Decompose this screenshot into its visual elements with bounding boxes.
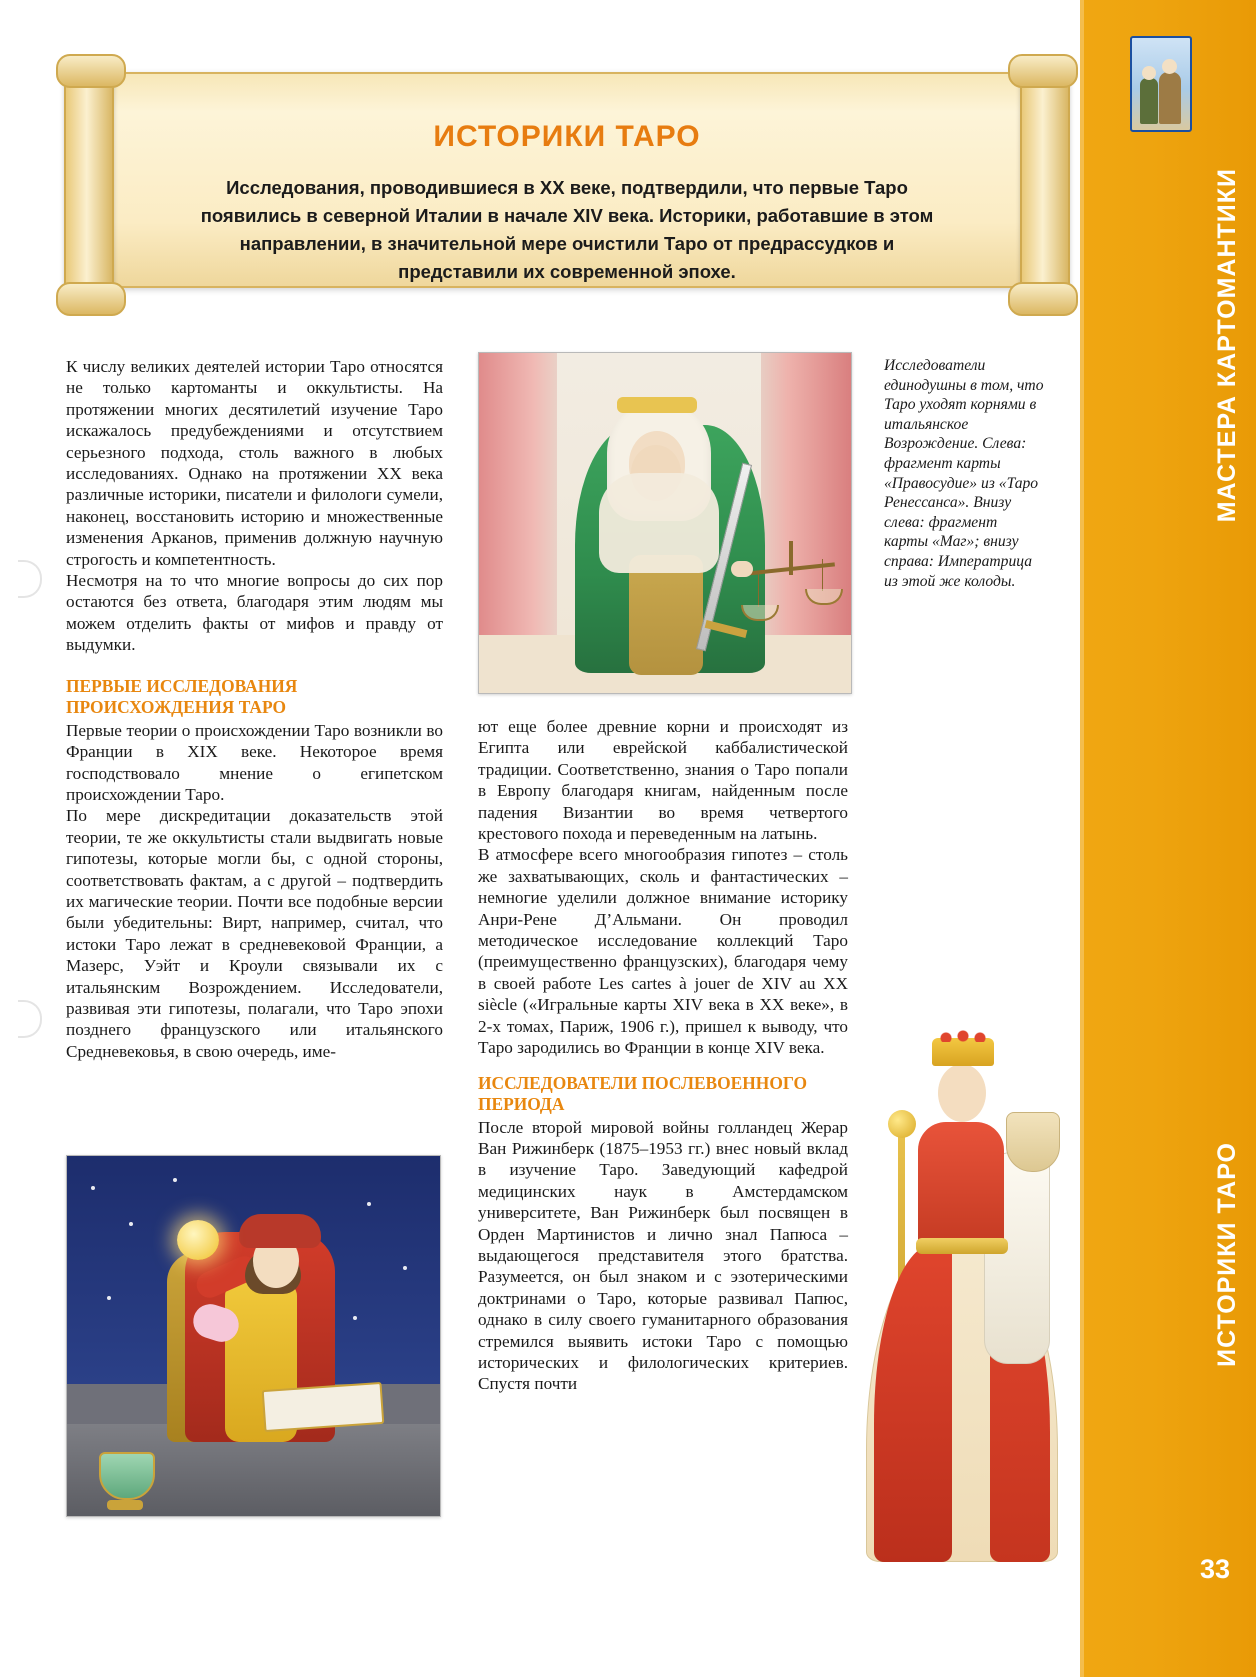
magician-hat bbox=[239, 1214, 321, 1248]
banner-subtitle: Исследования, проводившиеся в XX веке, подтвердили, что первые Таро появились в северной Италии в начале XIV века. Историки, работавшие в этом направлении, в значительной мере очистили Таро от предрассудков и представили их современной эпохе. bbox=[200, 177, 934, 282]
justice-scale-string-right bbox=[822, 559, 823, 591]
paragraph-origins-1: Первые теории о происхождении Таро возникли во Франции в XIX веке. Некоторое время господствовало мнение о египетском происхождении Таро. bbox=[66, 720, 443, 804]
paragraph-continued-2: В атмосфере всего многообразия гипотез – столь же захватывающих, сколь и фантастических – немногие уделили должное внимание историку Анри-Рене Д’Альмани. Он проводил методическое исследование коллекций Таро (преимущественно французских), благодаря чему в своей работе Les cartes à jouer de XIV au XX siècle («Игральные карты XIV века в XX веке», в 2-х томах, Париж, 1906 г.), пришел к выводу, что Таро зародились во Франции в конце XIV века. bbox=[478, 845, 848, 1058]
magician-star bbox=[91, 1186, 95, 1190]
magician-cup bbox=[99, 1452, 155, 1500]
corner-card-head-left bbox=[1142, 66, 1156, 80]
empress-bodice bbox=[918, 1122, 1004, 1252]
scroll-curl-left-top bbox=[56, 54, 126, 88]
column-middle bbox=[478, 716, 848, 1395]
corner-card-thumbnail bbox=[1130, 36, 1192, 132]
section-heading-postwar: ИССЛЕДОВАТЕЛИ ПОСЛЕВОЕННОГО ПЕРИОДА bbox=[478, 1072, 808, 1114]
empress-head bbox=[938, 1064, 986, 1122]
justice-scale-string-left bbox=[758, 571, 759, 607]
empress-shield bbox=[1006, 1112, 1060, 1172]
empress-belt bbox=[916, 1238, 1008, 1254]
title-banner bbox=[64, 56, 1070, 312]
corner-card-head-right bbox=[1162, 59, 1177, 74]
corner-card-figure-right bbox=[1159, 72, 1181, 124]
paragraph-intro-2: Несмотря на то что многие вопросы до сих пор остаются без ответа, благодаря этим людям мы можем отделить факты от мифов и правду от выдумки. bbox=[66, 571, 443, 655]
figure-magician-card bbox=[66, 1155, 441, 1517]
scroll-curl-left bbox=[64, 58, 114, 304]
paragraph-intro-1: К числу великих деятелей истории Таро относятся не только картоманты и оккультисты. На протяжении многих десятилетий изучение Таро искажалось предубеждениями и отсутствием серьезного подхода, столь важного в любых исследованиях. Однако на протяжении XX века различные историки, писатели и филологи сумели, наконец, восстановить историю и множественные изменения Арканов, применив должную научную строгость и компетентность. bbox=[66, 357, 443, 569]
page-number: 33 bbox=[1199, 1554, 1230, 1584]
empress-skirt-panel-left bbox=[874, 1244, 952, 1562]
justice-veil-lower bbox=[599, 473, 719, 573]
right-sidebar bbox=[1080, 0, 1256, 1677]
empress-crown bbox=[932, 1038, 994, 1066]
justice-crown bbox=[617, 397, 697, 413]
paragraph-origins-2: По мере дискредитации доказательств этой теории, те же оккультисты стали выдвигать новые гипотезы, которые могли бы, с одной стороны, соответствовать фактам, а с другой – подтвердить их магические теории. Почти все подобные версии были убедительны: Вирт, например, считал, что истоки Таро лежат в средневековой Франции, а Мазерс, Уэйт и Кроули связывали их с итальянским Возрождением. Исследователи, развивая эти гипотезы, полагали, что Таро эпохи позднего французского или итальянского Средневековья, в свою очередь, име- bbox=[66, 806, 443, 1061]
empress-scepter-orb bbox=[888, 1110, 916, 1138]
justice-underrobe bbox=[629, 555, 703, 675]
binding-hole-top bbox=[18, 560, 42, 598]
figure-justice-card bbox=[478, 352, 852, 694]
sidebar-edge bbox=[1080, 0, 1084, 1677]
scroll-curl-right-bottom bbox=[1008, 282, 1078, 316]
figure-empress bbox=[856, 1002, 1066, 1562]
magician-open-book bbox=[262, 1382, 385, 1432]
binding-hole-bottom bbox=[18, 1000, 42, 1038]
paragraph-continued-1: ют еще более древние корни и происходят из Египта или еврейской каббалистической традиции. Соответственно, знания о Таро попали в Европу благодаря книгам, найденным после падения Византии во время четвертого крестового похода и переведенным на латынь. bbox=[478, 717, 848, 844]
banner-title: ИСТОРИКИ ТАРО bbox=[433, 120, 701, 153]
sidebar-label-chapter: ИСТОРИКИ ТАРО bbox=[1213, 1142, 1241, 1367]
figure-caption: Исследователи единодушны в том, что Таро уходят корнями в итальянское Возрождение. Слева: фрагмент карты «Правосудие» из «Таро Ренессанса». Внизу слева: фрагмент карты «Маг»; внизу справа: Императрица из этой же колоды. bbox=[884, 357, 1044, 590]
magician-cup-base bbox=[107, 1500, 143, 1510]
scroll-curl-right bbox=[1020, 58, 1070, 304]
column-left bbox=[66, 356, 443, 1062]
magician-star bbox=[403, 1266, 407, 1270]
section-heading-origins: ПЕРВЫЕ ИССЛЕДОВАНИЯ ПРОИСХОЖДЕНИЯ ТАРО bbox=[66, 675, 298, 717]
scroll-curl-left-bottom bbox=[56, 282, 126, 316]
magician-star bbox=[367, 1202, 371, 1206]
magician-star bbox=[353, 1316, 357, 1320]
banner-parchment bbox=[80, 72, 1054, 288]
paragraph-postwar-1: После второй мировой войны голландец Жерар Ван Рижинберк (1875–1953 гг.) внес новый вклад в изучение Таро. Заведующий кафедрой медицинских наук в Амстердамском университете, Ван Рижинберк был посвящен в Орден Мартинистов и лично знал Папюса – выдающегося представителя этого братства. Разумеется, он был знаком и с эзотерическими доктринами о Таро, которые развивал Папюс, однако в силу своего гуманитарного образования стремился выявить истоки Таро с помощью исторических и филологических критериев. Спустя почти bbox=[478, 1117, 848, 1394]
magician-glowing-vessel bbox=[177, 1220, 219, 1260]
magician-star bbox=[129, 1222, 133, 1226]
scroll-curl-right-top bbox=[1008, 54, 1078, 88]
justice-hand bbox=[731, 561, 753, 577]
magician-star bbox=[107, 1296, 111, 1300]
sidebar-label-section: МАСТЕРА КАРТОМАНТИКИ bbox=[1213, 168, 1241, 523]
magician-star bbox=[173, 1178, 177, 1182]
corner-card-figure-left bbox=[1140, 78, 1158, 124]
